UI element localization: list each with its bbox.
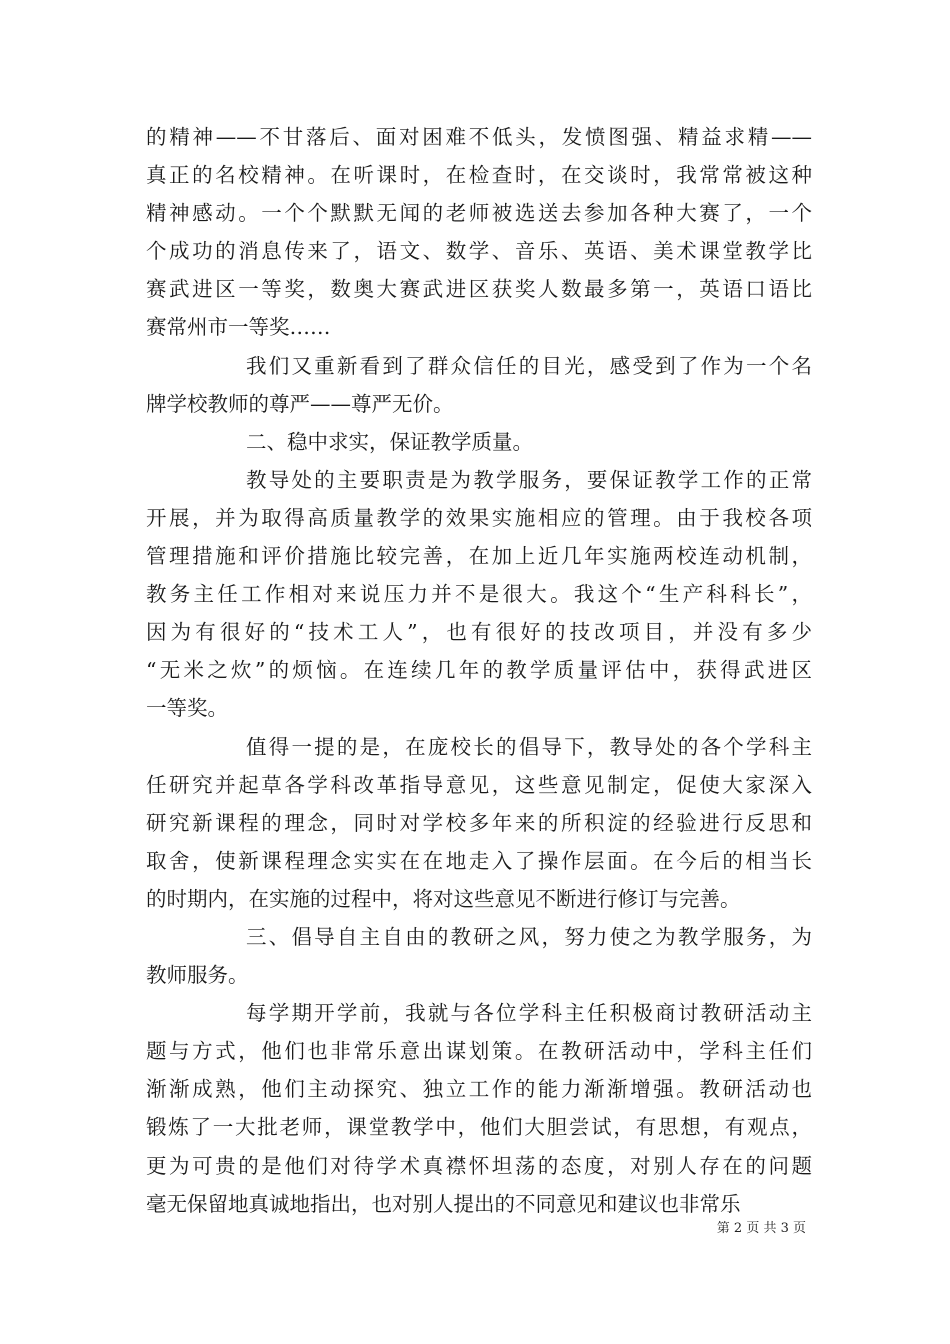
text-line: 每学期开学前，我就与各位学科主任积极商讨教研活动主 [246,1001,812,1026]
paragraph [146,728,812,918]
text-line: 的时期内，在实施的过程中，将对这些意见不断进行修订与完善。 [146,886,741,911]
paragraph [146,918,812,994]
text-line: 毫无保留地真诚地指出，也对别人提出的不同意见和建议也非常乐 [146,1191,741,1216]
text-line: 研究新课程的理念，同时对学校多年来的所积淀的经验进行反思和 [146,810,812,835]
paragraph [146,461,812,728]
text-line: 锻炼了一大批老师，课堂教学中，他们大胆尝试，有思想，有观点， [146,1115,812,1140]
text-line: 教师服务。 [146,963,249,988]
text-line: 一等奖。 [146,696,228,721]
text-line: “无米之炊”的烦恼。在连续几年的教学质量评估中，获得武进区 [146,658,812,683]
text-line: 教导处的主要职责是为教学服务，要保证教学工作的正常 [246,467,812,492]
text-line: 因为有很好的“技术工人”，也有很好的技改项目，并没有多少 [146,620,812,645]
text-line: 更为可贵的是他们对待学术真襟怀坦荡的态度，对别人存在的问题 [146,1153,812,1178]
text-line: 管理措施和评价措施比较完善，在加上近几年实施两校连动机制， [146,544,812,569]
text-line: 精神感动。一个个默默无闻的老师被选送去参加各种大赛了，一个 [146,201,812,226]
text-line: 赛武进区一等奖，数奥大赛武进区获奖人数最多第一，英语口语比 [146,277,812,302]
text-line: 牌学校教师的尊严——尊严无价。 [146,391,454,416]
paragraph [146,423,812,461]
text-line: 的精神——不甘落后、面对困难不低头，发愤图强、精益求精—— [146,125,812,149]
text-line: 我们又重新看到了群众信任的目光，感受到了作为一个名 [246,353,812,378]
text-line: 真正的名校精神。在听课时，在检查时，在交谈时，我常常被这种 [146,163,812,188]
paragraph [146,347,812,423]
text-line: 三、倡导自主自由的教研之风，努力使之为教学服务，为 [246,924,812,949]
page-footer: 第 2 页 共 3 页 [716,1221,806,1236]
text-line: 个成功的消息传来了，语文、数学、音乐、英语、美术课堂教学比 [146,239,812,264]
text-line: 教务主任工作相对来说压力并不是很大。我这个“生产科科长”， [146,582,812,607]
paragraph [146,994,812,1223]
text-line: 值得一提的是，在庞校长的倡导下，教导处的各个学科主 [246,734,812,759]
text-line: 取舍，使新课程理念实实在在地走入了操作层面。在今后的相当长 [146,848,812,873]
document-body [146,118,812,1223]
text-line: 二、稳中求实，保证教学质量。 [246,429,533,454]
paragraph [146,118,812,347]
text-line: 赛常州市一等奖…… [146,315,331,340]
text-line: 开展，并为取得高质量教学的效果实施相应的管理。由于我校各项 [146,505,812,530]
text-line: 题与方式，他们也非常乐意出谋划策。在教研活动中，学科主任们 [146,1039,812,1064]
text-line: 渐渐成熟，他们主动探究、独立工作的能力渐渐增强。教研活动也 [146,1077,812,1102]
text-line: 任研究并起草各学科改革指导意见，这些意见制定，促使大家深入 [146,772,812,797]
